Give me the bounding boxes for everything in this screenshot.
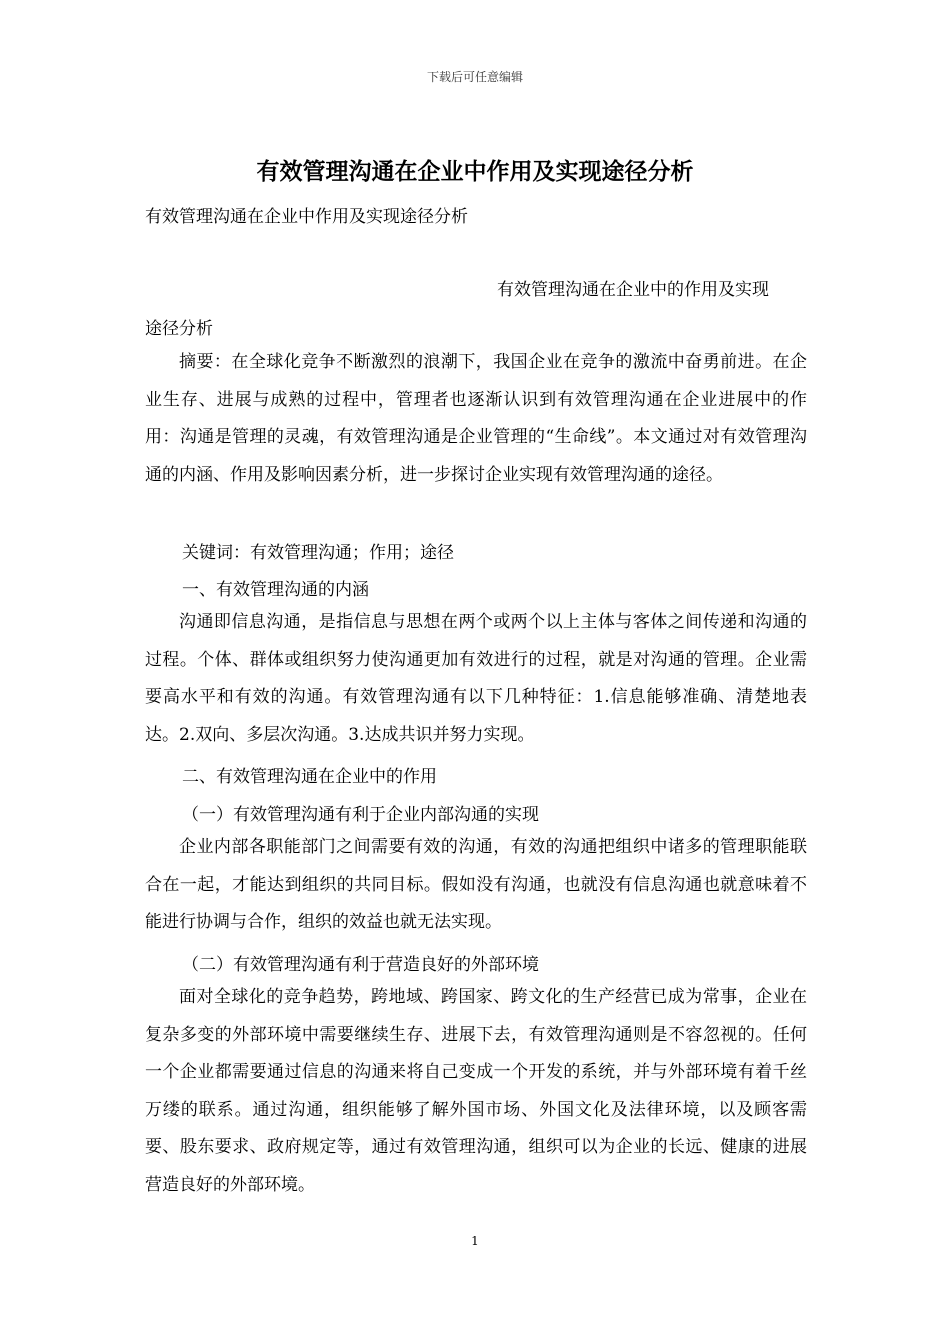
right-aligned-title: 有效管理沟通在企业中的作用及实现 bbox=[497, 280, 769, 300]
page-number: 1 bbox=[471, 1234, 479, 1248]
subsection-2-heading: （二）有效管理沟通有利于营造良好的外部环境 bbox=[182, 955, 539, 975]
subsection-1-paragraph: 企业内部各职能部门之间需要有效的沟通，有效的沟通把组织中诸多的管理职能联合在一起，才能达到组织的共同目标。假如没有沟通，也就没有信息沟通也就意味着不能进行协调与合作，组织的效益也就无法实现。 bbox=[145, 837, 807, 932]
section-2-heading: 二、有效管理沟通在企业中的作用 bbox=[182, 767, 437, 787]
subsection-2-paragraph: 面对全球化的竞争趋势，跨地域、跨国家、跨文化的生产经营已成为常事，企业在复杂多变的外部环境中需要继续生存、进展下去，有效管理沟通则是不容忽视的。任何一个企业都需要通过信息的沟通来将自己变成一个开发的系统，并与外部环境有着千丝万缕的联系。通过沟通，组织能够了解外国市场、外国文化及法律环境，以及顾客需要、股东要求、政府规定等，通过有效管理沟通，组织可以为企业的长远、健康的进展营造良好的外部环境。 bbox=[145, 987, 807, 1195]
section-1-paragraph: 沟通即信息沟通，是指信息与思想在两个或两个以上主体与客体之间传递和沟通的过程。个体、群体或组织努力使沟通更加有效进行的过程，就是对沟通的管理。企业需要高水平和有效的沟通。有效管理沟通有以下几种特征：1.信息能够准确、清楚地表达。2.双向、多层次沟通。3.达成共识并努力实现。 bbox=[145, 612, 807, 745]
abstract-paragraph: 摘要：在全球化竞争不断激烈的浪潮下，我国企业在竞争的激流中奋勇前进。在企业生存、进展与成熟的过程中，管理者也逐渐认识到有效管理沟通在企业进展中的作用：沟通是管理的灵魂，有效管理沟通是企业管理的“生命线”。本文通过对有效管理沟通的内涵、作用及影响因素分析，进一步探讨企业实现有效管理沟通的途径。 bbox=[145, 352, 807, 485]
document-title: 有效管理沟通在企业中作用及实现途径分析 bbox=[256, 159, 694, 185]
section-1-heading: 一、有效管理沟通的内涵 bbox=[182, 580, 369, 600]
right-aligned-title-continuation: 途径分析 bbox=[145, 319, 213, 339]
header-note: 下载后可任意编辑 bbox=[426, 70, 523, 84]
subsection-1-heading: （一）有效管理沟通有利于企业内部沟通的实现 bbox=[182, 805, 539, 825]
keywords-line: 关键词：有效管理沟通；作用；途径 bbox=[182, 543, 454, 563]
document-subtitle: 有效管理沟通在企业中作用及实现途径分析 bbox=[145, 207, 468, 227]
